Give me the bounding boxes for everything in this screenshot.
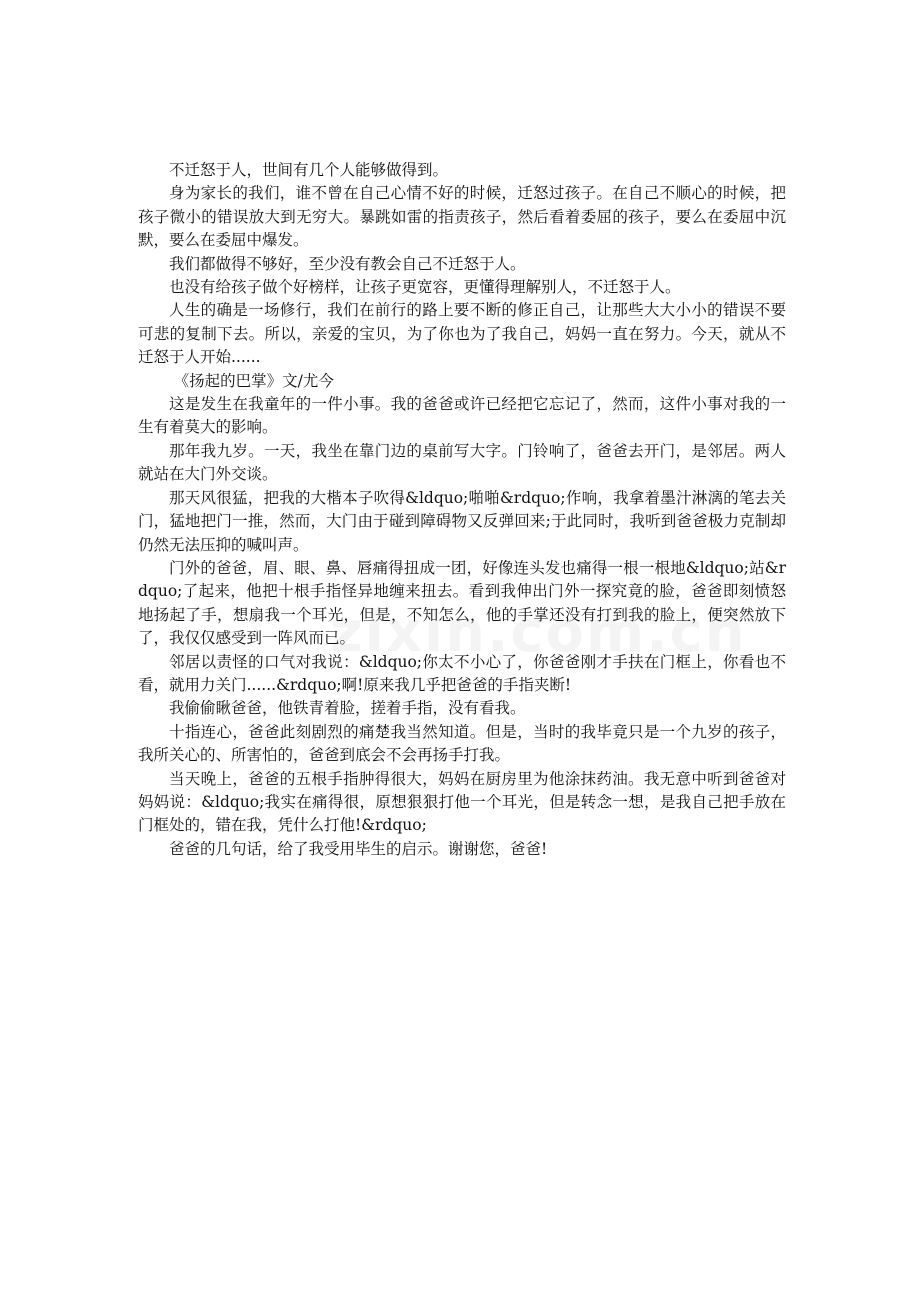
paragraph: 这是发生在我童年的一件小事。我的爸爸或许已经把它忘记了，然而，这件小事对我的一生有着莫大的影响。 bbox=[138, 395, 786, 437]
paragraph: 当天晚上，爸爸的五根手指肿得很大，妈妈在厨房里为他涂抹药油。我无意中听到爸爸对妈妈说：&ldquo;我实在痛得很，原想狠狠打他一个耳光，但是转念一想，是我自己把手放在门框处的，错在我，凭什么打他!&rdquo; bbox=[138, 769, 786, 835]
article-body bbox=[138, 159, 786, 861]
paragraph: 人生的确是一场修行，我们在前行的路上要不断的修正自己，让那些大大小小的错误不要可悲的复制下去。所以，亲爱的宝贝，为了你也为了我自己，妈妈一直在努力。今天，就从不迁怒于人开始...... bbox=[138, 301, 786, 367]
paragraph: 邻居以责怪的口气对我说：&ldquo;你太不小心了，你爸爸刚才手扶在门框上，你看也不看，就用力关门......&rdquo;啊!原来我几乎把爸爸的手指夹断! bbox=[138, 652, 786, 694]
article-title: 《扬起的巴掌》文/尤今 bbox=[173, 371, 334, 390]
paragraph: 我们都做得不够好，至少没有教会自己不迁怒于人。 bbox=[169, 254, 526, 273]
paragraph: 十指连心，爸爸此刻剧烈的痛楚我当然知道。但是，当时的我毕竟只是一个九岁的孩子，我所关心的、所害怕的，爸爸到底会不会再扬手打我。 bbox=[138, 722, 786, 765]
paragraph: 也没有给孩子做个好榜样，让孩子更宽容，更懂得理解别人，不迁怒于人。 bbox=[169, 278, 681, 297]
paragraph: 门外的爸爸，眉、眼、鼻、唇痛得扭成一团，好像连头发也痛得一根一根地&ldquo;站&rdquo;了起来，他把十根手指怪异地缠来扭去。看到我伸出门外一探究竟的脸，爸爸即刻愤怒地扬起了手，想扇我一个耳光，但是，不知怎么，他的手掌还没有打到我的脸上，便突然放下了，我仅仅感受到一阵风而已。 bbox=[138, 558, 786, 648]
paragraph: 那年我九岁。一天，我坐在靠门边的桌前写大字。门铃响了，爸爸去开门，是邻居。两人就站在大门外交谈。 bbox=[138, 441, 786, 484]
paragraph: 不迁怒于人，世间有几个人能够做得到。 bbox=[169, 161, 449, 179]
paragraph: 身为家长的我们，谁不曾在自己心情不好的时候，迁怒过孩子。在自己不顺心的时候，把孩子微小的错误放大到无穷大。暴跳如雷的指责孩子，然后看着委屈的孩子，要么在委屈中沉默，要么在委屈中爆发。 bbox=[138, 184, 786, 250]
paragraph: 爸爸的几句话，给了我受用毕生的启示。谢谢您，爸爸! bbox=[169, 839, 548, 858]
paragraph: 那天风很猛，把我的大楷本子吹得&ldquo;啪啪&rdquo;作响，我拿着墨汁淋漓的笔去关门，猛地把门一推，然而，大门由于碰到障碍物又反弹回来;于此同时，我听到爸爸极力克制却仍然无法压抑的喊叫声。 bbox=[138, 488, 786, 554]
paragraph: 我偷偷瞅爸爸，他铁青着脸，搓着手指，没有看我。 bbox=[169, 699, 526, 718]
